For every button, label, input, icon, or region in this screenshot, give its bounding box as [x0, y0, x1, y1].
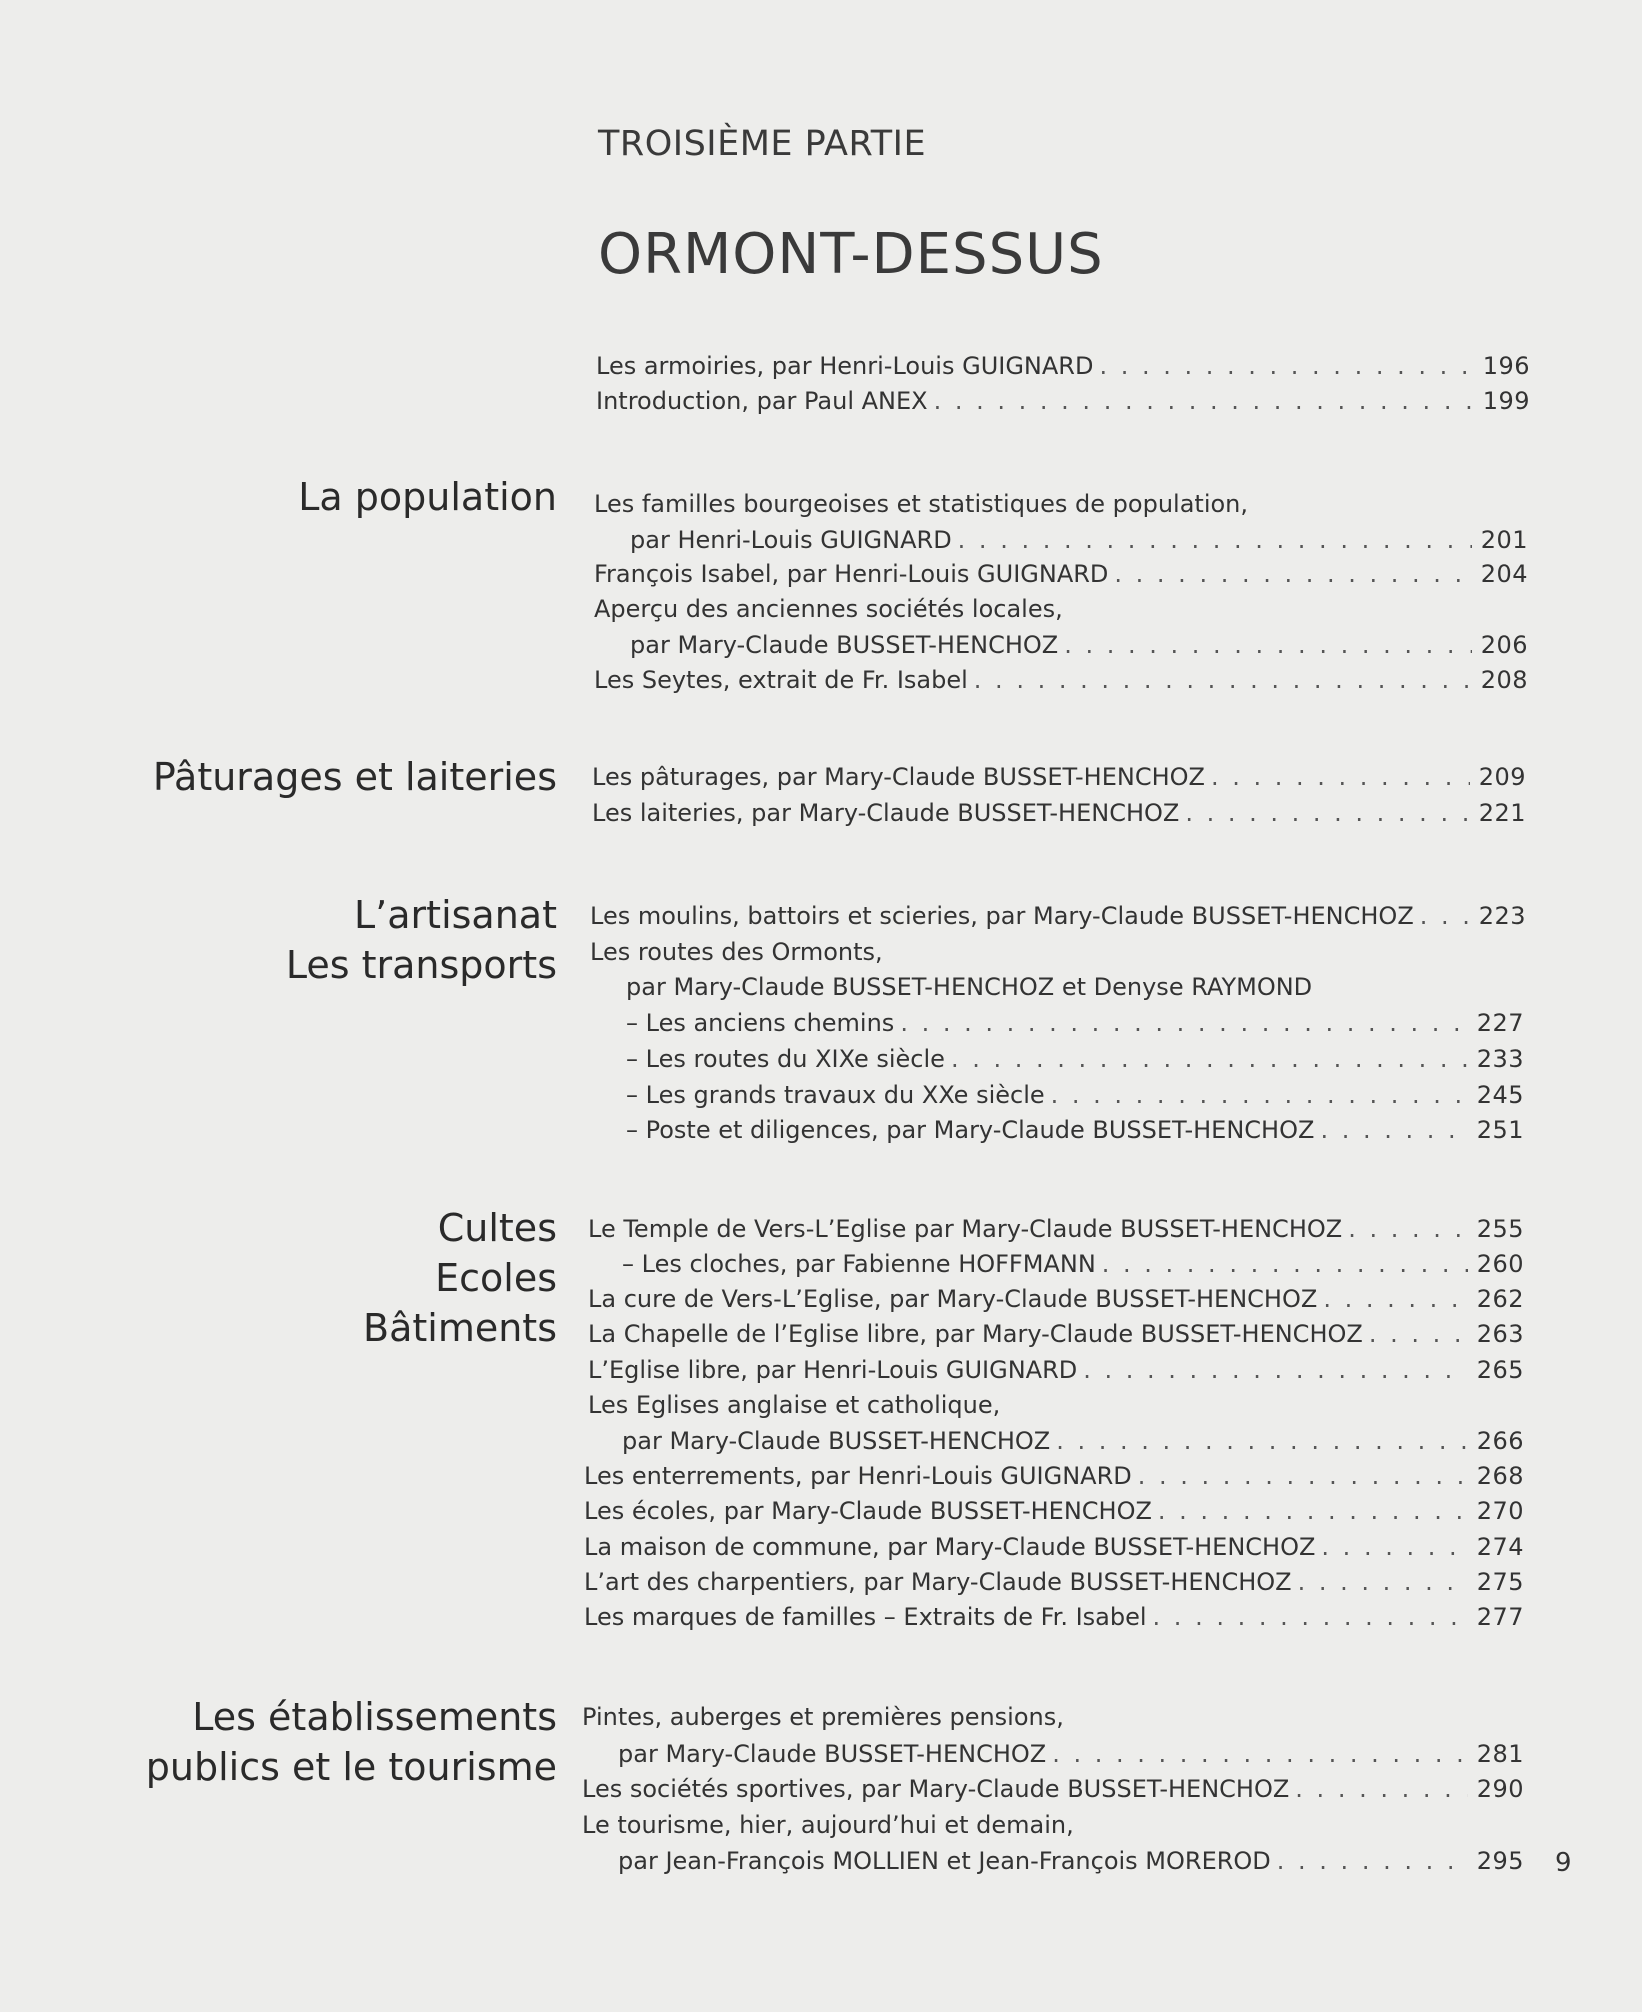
- toc-entry-text: Les pâturages, par Mary-Claude BUSSET-HENCHOZ: [592, 763, 1205, 791]
- toc-entry-page: 263: [1476, 1320, 1524, 1348]
- toc-entry-text: par Henri-Louis GUIGNARD: [630, 526, 952, 554]
- leader-dots: [1298, 1568, 1468, 1596]
- toc-entry-text: Les enterrements, par Henri-Louis GUIGNARD: [584, 1462, 1132, 1490]
- toc-entry-text: – Les grands travaux du XXe siècle: [626, 1081, 1045, 1109]
- toc-entry-text: François Isabel, par Henri-Louis GUIGNARD: [594, 560, 1109, 588]
- toc-entry-text: Introduction, par Paul ANEX: [596, 387, 928, 415]
- toc-entry-page: 266: [1476, 1427, 1524, 1455]
- toc-entry: [590, 902, 1526, 936]
- section-label-line: La population: [298, 475, 557, 519]
- toc-entry-page: 204: [1480, 560, 1528, 588]
- toc-entry-text: Les moulins, battoirs et scieries, par Mary-Claude BUSSET-HENCHOZ: [590, 902, 1414, 930]
- toc-entry: [630, 526, 1528, 560]
- toc-entry-page: 290: [1476, 1775, 1524, 1803]
- toc-entry-text: Les Seytes, extrait de Fr. Isabel: [594, 666, 968, 694]
- section-label-line: Pâturages et laiteries: [152, 755, 557, 799]
- leader-dots: [958, 526, 1472, 554]
- toc-entry: [618, 1847, 1524, 1881]
- toc-entry-text: La Chapelle de l’Eglise libre, par Mary-Claude BUSSET-HENCHOZ: [588, 1320, 1363, 1348]
- toc-entry-page: 275: [1476, 1568, 1524, 1596]
- toc-entry-text: Pintes, auberges et premières pensions,: [582, 1703, 1064, 1731]
- main-title: ORMONT-DESSUS: [598, 222, 1104, 287]
- toc-entry: [592, 799, 1526, 833]
- toc-entry-page: 277: [1476, 1603, 1524, 1631]
- toc-entry: [588, 1320, 1524, 1354]
- leader-dots: [1277, 1847, 1468, 1875]
- toc-entry-text: par Jean-François MOLLIEN et Jean-François MOREROD: [618, 1847, 1271, 1875]
- toc-entry-text: par Mary-Claude BUSSET-HENCHOZ: [630, 631, 1059, 659]
- leader-dots: [1056, 1427, 1468, 1455]
- leader-dots: [1323, 1285, 1468, 1313]
- toc-entry: [622, 1250, 1524, 1284]
- toc-entry-page: 209: [1478, 763, 1526, 791]
- toc-entry: [626, 1081, 1524, 1115]
- toc-entry: [588, 1356, 1524, 1390]
- toc-entry-text: – Poste et diligences, par Mary-Claude BUSSET-HENCHOZ: [626, 1116, 1315, 1144]
- leader-dots: [1099, 352, 1474, 380]
- toc-entry-page: 270: [1476, 1497, 1524, 1525]
- toc-entry: [588, 1215, 1524, 1249]
- leader-dots: [974, 666, 1472, 694]
- toc-entry-page: 227: [1476, 1009, 1524, 1037]
- toc-entry-text: L’Eglise libre, par Henri-Louis GUIGNARD: [588, 1356, 1078, 1384]
- toc-entry-text: Les sociétés sportives, par Mary-Claude BUSSET-HENCHOZ: [582, 1775, 1290, 1803]
- toc-entry: [584, 1568, 1524, 1602]
- toc-entry-page: 206: [1480, 631, 1528, 659]
- toc-entry-text: Les routes des Ormonts,: [590, 938, 883, 966]
- toc-entry-page: 223: [1478, 902, 1526, 930]
- toc-entry-text: Les écoles, par Mary-Claude BUSSET-HENCHOZ: [584, 1497, 1152, 1525]
- toc-entry: [584, 1462, 1524, 1496]
- toc-entry: [584, 1603, 1524, 1637]
- leader-dots: [934, 387, 1474, 415]
- section-label-line: publics et le tourisme: [145, 1745, 557, 1789]
- leader-dots: [1321, 1533, 1468, 1561]
- toc-entry-text: Les marques de familles – Extraits de Fr. Isabel: [584, 1603, 1147, 1631]
- toc-entry-text: par Mary-Claude BUSSET-HENCHOZ: [622, 1427, 1051, 1455]
- toc-entry-text: Les Eglises anglaise et catholique,: [588, 1391, 1001, 1419]
- toc-entry-page: 201: [1480, 526, 1528, 554]
- toc-entry: [582, 1703, 1524, 1737]
- toc-entry-page: 221: [1478, 799, 1526, 827]
- leader-dots: [900, 1009, 1468, 1037]
- toc-entry-page: 295: [1476, 1847, 1524, 1875]
- toc-entry-text: par Mary-Claude BUSSET-HENCHOZ et Denyse RAYMOND: [626, 973, 1313, 1001]
- part-title: TROISIÈME PARTIE: [598, 124, 927, 164]
- leader-dots: [1211, 763, 1470, 791]
- toc-entry-page: 233: [1476, 1045, 1524, 1073]
- section-label: [363, 1203, 557, 1353]
- page-number: 9: [1555, 1848, 1572, 1878]
- toc-entry-text: Aperçu des anciennes sociétés locales,: [594, 595, 1063, 623]
- leader-dots: [1369, 1320, 1468, 1348]
- toc-entry-text: La cure de Vers-L’Eglise, par Mary-Claude BUSSET-HENCHOZ: [588, 1285, 1318, 1313]
- toc-entry: [626, 1009, 1524, 1043]
- toc-entry: [594, 666, 1528, 700]
- leader-dots: [1420, 902, 1470, 930]
- toc-entry-text: Le Temple de Vers-L’Eglise par Mary-Claude BUSSET-HENCHOZ: [588, 1215, 1343, 1243]
- toc-entry: [588, 1391, 1524, 1425]
- toc-entry: [626, 1045, 1524, 1079]
- toc-entry: [582, 1811, 1524, 1845]
- toc-entry-text: – Les anciens chemins: [626, 1009, 895, 1037]
- toc-entry-text: Les familles bourgeoises et statistiques de population,: [594, 490, 1249, 518]
- leader-dots: [1083, 1356, 1468, 1384]
- toc-entry: [626, 1116, 1524, 1150]
- toc-entry: [584, 1533, 1524, 1567]
- toc-entry-page: 265: [1476, 1356, 1524, 1384]
- toc-entry-page: 196: [1482, 352, 1530, 380]
- toc-entry: [592, 763, 1526, 797]
- leader-dots: [1185, 799, 1470, 827]
- leader-dots: [1052, 1740, 1468, 1768]
- toc-entry: [618, 1740, 1524, 1774]
- section-label: [153, 752, 557, 802]
- toc-entry-text: – Les cloches, par Fabienne HOFFMANN: [622, 1250, 1096, 1278]
- toc-entry-page: 245: [1476, 1081, 1524, 1109]
- toc-entry: [594, 595, 1528, 629]
- leader-dots: [1138, 1462, 1468, 1490]
- toc-entry-page: 208: [1480, 666, 1528, 694]
- toc-entry-page: 268: [1476, 1462, 1524, 1490]
- toc-entry: [594, 490, 1528, 524]
- leader-dots: [1348, 1215, 1468, 1243]
- leader-dots: [1158, 1497, 1468, 1525]
- leader-dots: [1051, 1081, 1468, 1109]
- leader-dots: [1064, 631, 1472, 659]
- section-label-line: Bâtiments: [363, 1306, 557, 1350]
- leader-dots: [1295, 1775, 1468, 1803]
- toc-entry: [596, 352, 1530, 386]
- toc-entry: [622, 1427, 1524, 1461]
- toc-entry-text: Les armoiries, par Henri-Louis GUIGNARD: [596, 352, 1094, 380]
- section-label: [146, 1692, 557, 1792]
- toc-entry-page: 251: [1476, 1116, 1524, 1144]
- toc-entry-text: – Les routes du XIXe siècle: [626, 1045, 945, 1073]
- toc-entry-page: 255: [1476, 1215, 1524, 1243]
- toc-entry-page: 199: [1482, 387, 1530, 415]
- toc-entry: [596, 387, 1530, 421]
- toc-entry: [582, 1775, 1524, 1809]
- section-label-line: L’artisanat: [354, 893, 557, 937]
- section-label-line: Ecoles: [435, 1256, 557, 1300]
- section-label: [286, 890, 557, 990]
- toc-entry-text: L’art des charpentiers, par Mary-Claude BUSSET-HENCHOZ: [584, 1568, 1292, 1596]
- section-label-line: Les établissements: [192, 1695, 557, 1739]
- toc-entry-page: 262: [1476, 1285, 1524, 1313]
- leader-dots: [1153, 1603, 1468, 1631]
- toc-entry: [630, 631, 1528, 665]
- toc-entry-text: Les laiteries, par Mary-Claude BUSSET-HENCHOZ: [592, 799, 1180, 827]
- toc-entry-text: Le tourisme, hier, aujourd’hui et demain,: [582, 1811, 1074, 1839]
- leader-dots: [1320, 1116, 1468, 1144]
- toc-entry-page: 260: [1476, 1250, 1524, 1278]
- leader-dots: [1114, 560, 1472, 588]
- section-label-line: Cultes: [437, 1206, 557, 1250]
- toc-entry: [588, 1285, 1524, 1319]
- toc-entry: [594, 560, 1528, 594]
- toc-entry: [584, 1497, 1524, 1531]
- toc-entry: [590, 938, 1526, 972]
- leader-dots: [951, 1045, 1468, 1073]
- toc-entry: [626, 973, 1526, 1007]
- toc-entry-text: par Mary-Claude BUSSET-HENCHOZ: [618, 1740, 1047, 1768]
- toc-entry-page: 281: [1476, 1740, 1524, 1768]
- section-label: [298, 472, 557, 522]
- toc-entry-page: 274: [1476, 1533, 1524, 1561]
- section-label-line: Les transports: [285, 943, 557, 987]
- leader-dots: [1102, 1250, 1468, 1278]
- toc-entry-text: La maison de commune, par Mary-Claude BUSSET-HENCHOZ: [584, 1533, 1316, 1561]
